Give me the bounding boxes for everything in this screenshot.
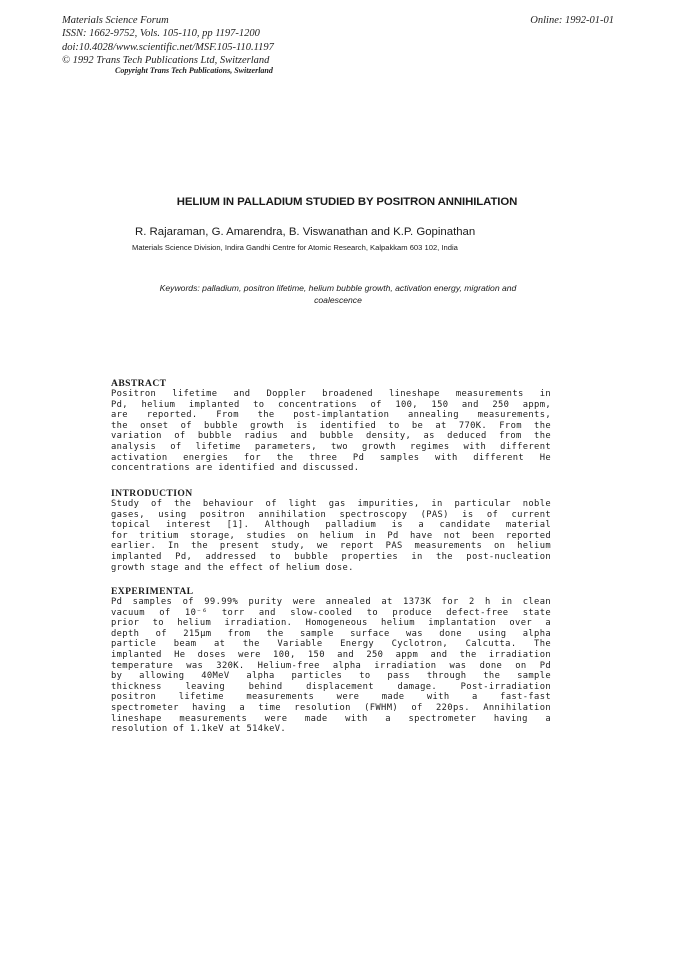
body-text-line: topical interest [1]. Although palladium is a candidate material [111,520,551,531]
body-text-line: lineshape measurements were made with a spectrometer having a [111,713,551,724]
body-text-line: gases, using positron annihilation spectroscopy (PAS) is of current [111,509,551,520]
body-text-line: the onset of bubble growth is identified to be at 770K. From the [111,420,551,431]
issn-line: ISSN: 1662-9752, Vols. 105-110, pp 1197-1200 [62,28,260,40]
journal-name: Materials Science Forum [62,15,169,26]
body-text-line: by allowing 40MeV alpha particles to pass through the sample [111,671,551,682]
keywords-line: Keywords: palladium, positron lifetime, helium bubble growth, activation energy, migration and [159,283,517,293]
publisher-line: © 1992 Trans Tech Publications Ltd, Switzerland [62,54,270,66]
introduction-heading: INTRODUCTION [111,488,193,499]
paper-title: HELIUM IN PALLADIUM STUDIED BY POSITRON ANNIHILATION [176,196,518,208]
body-text-line: resolution of 1.1keV at 514keV. [111,724,287,735]
body-text-line: positron lifetime measurements were made with a fast-fast [111,692,551,703]
body-text-line: implanted Pd, addressed to bubble properties in the post-nucleation [111,551,551,562]
body-text-line: implanted He doses were 100, 150 and 250 appm and the irradiation [111,649,551,660]
paper-authors: R. Rajaraman, G. Amarendra, B. Viswanathan and K.P. Gopinathan [135,226,476,238]
body-text-line: for tritium storage, studies on helium in Pd have not been reported [111,530,551,541]
body-text-line: temperature was 320K. Helium-free alpha irradiation was done on Pd [111,660,551,671]
body-text-line: variation of bubble radius and bubble density, as deduced from the [111,431,551,442]
body-text-line: Study of the behaviour of light gas impurities, in particular noble [111,499,551,509]
body-text-line: Pd samples of 99.99% purity were annealed at 1373K for 2 h in clean [111,597,551,607]
body-text-line: vacuum of 10⁻⁶ torr and slow-cooled to produce defect-free state [111,607,551,618]
body-text-line: activation energies for the three Pd samples with different He [111,452,551,463]
body-text-line: concentrations are identified and discussed. [111,463,360,474]
experimental-section [111,586,551,735]
online-date: Online: 1992-01-01 [530,15,614,26]
body-text-line: spectrometer having a time resolution (FWHM) of 220ps. Annihilation [111,702,551,713]
body-text-line: Pd, helium implanted to concentrations of 100, 150 and 250 appm, [111,399,551,410]
body-text-line: particle beam at the Variable Energy Cyclotron, Calcutta. The [111,639,551,650]
paper-affiliation: Materials Science Division, Indira Gandhi Centre for Atomic Research, Kalpakkam 603 102, India [132,243,458,252]
abstract-heading: ABSTRACT [111,378,167,389]
doi-line: doi:10.4028/www.scientific.net/MSF.105-110.1197 [62,41,274,53]
journal-header [62,14,274,67]
body-text-line: earlier. In the present study, we report PAS measurements on helium [111,541,551,552]
body-text-line: prior to helium irradiation. Homogeneous helium implantation over a [111,618,551,629]
body-text-line: are reported. From the post-implantation annealing measurements, [111,410,551,421]
introduction-section [111,488,551,573]
body-text-line: analysis of lifetime parameters, two growth regimes with different [111,441,551,452]
abstract-section [111,378,551,474]
body-text-line: Positron lifetime and Doppler broadened lineshape measurements in [111,389,551,399]
experimental-heading: EXPERIMENTAL [111,586,194,597]
keywords [118,283,558,306]
body-text-line: depth of 215μm from the sample surface was done using alpha [111,628,551,639]
keywords-line: coalescence [314,294,362,305]
body-text-line: growth stage and the effect of helium dose. [111,562,354,573]
body-text-line: thickness leaving behind displacement damage. Post-irradiation [111,681,551,692]
copyright-notice: Copyright Trans Tech Publications, Switzerland [115,66,273,75]
